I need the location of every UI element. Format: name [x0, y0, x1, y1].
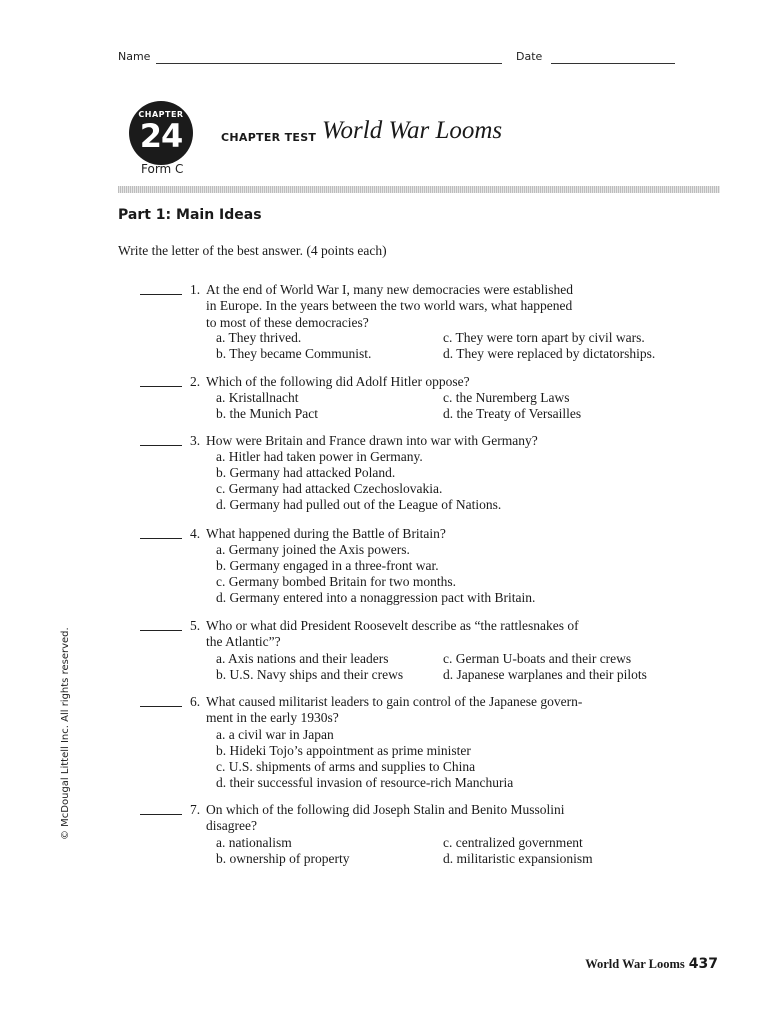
stem-line: in Europe. In the years between the two world wars, what happened [206, 298, 573, 314]
question-stem [206, 374, 626, 390]
option-c: c. centralized government [443, 835, 583, 850]
stem-line: Which of the following did Adolf Hitler oppose? [206, 374, 470, 389]
stem-line: disagree? [206, 818, 257, 834]
name-date-row [118, 50, 678, 66]
option-d: d. Japanese warplanes and their pilots [443, 667, 647, 682]
option-c: c. the Nuremberg Laws [443, 390, 570, 405]
stem-line: How were Britain and France drawn into war with Germany? [206, 433, 538, 448]
question-5 [140, 618, 700, 684]
question-1 [140, 282, 700, 364]
option-a: a. nationalism [216, 835, 292, 850]
stem-line: ment in the early 1930s? [206, 710, 339, 726]
question-number: 3. [190, 433, 201, 448]
question-2 [140, 374, 700, 424]
question-stem [206, 618, 626, 651]
date-label: Date [516, 50, 543, 63]
option-b: b. Germany had attacked Poland. [216, 465, 396, 480]
option-c: c. Germany bombed Britain for two months. [216, 574, 456, 589]
answer-blank[interactable] [140, 814, 182, 815]
stem-line: What happened during the Battle of Britain? [206, 526, 446, 541]
option-d: d. They were replaced by dictatorships. [443, 346, 656, 361]
option-c: c. Germany had attacked Czechoslovakia. [216, 481, 443, 496]
option-a: a. Axis nations and their leaders [216, 651, 389, 666]
option-c: c. German U-boats and their crews [443, 651, 632, 666]
option-b: b. Germany engaged in a three-front war. [216, 558, 439, 573]
question-4 [140, 526, 700, 608]
chapter-test-label: CHAPTER TEST [221, 131, 317, 144]
option-d: d. militaristic expansionism [443, 851, 593, 866]
option-d: d. Germany had pulled out of the League of Nations. [216, 497, 502, 512]
option-c: c. They were torn apart by civil wars. [443, 330, 645, 345]
stem-line: Who or what did President Roosevelt describe as “the rattlesnakes of [206, 618, 579, 633]
answer-blank[interactable] [140, 386, 182, 387]
date-field[interactable] [551, 63, 675, 64]
question-stem [206, 694, 626, 727]
option-c: c. U.S. shipments of arms and supplies to China [216, 759, 476, 774]
copyright-notice: © McDougal Littell Inc. All rights reserved. [60, 627, 71, 840]
option-d: d. their successful invasion of resource-rich Manchuria [216, 775, 514, 790]
stem-line: the Atlantic”? [206, 634, 281, 650]
form-label: Form C [141, 162, 184, 176]
divider-rule [118, 186, 720, 193]
page-footer [585, 956, 718, 972]
footer-title: World War Looms [585, 957, 685, 971]
answer-blank[interactable] [140, 445, 182, 446]
option-a: a. Kristallnacht [216, 390, 299, 405]
question-stem [206, 526, 626, 542]
answer-blank[interactable] [140, 706, 182, 707]
stem-line: What caused militarist leaders to gain control of the Japanese govern- [206, 694, 583, 709]
question-number: 4. [190, 526, 201, 541]
page-title: World War Looms [322, 117, 503, 144]
chapter-badge [129, 101, 193, 165]
stem-line: to most of these democracies? [206, 314, 369, 330]
option-d: d. Germany entered into a nonaggression pact with Britain. [216, 590, 536, 605]
page-number: 437 [688, 956, 718, 972]
instructions: Write the letter of the best answer. (4 points each) [118, 243, 387, 258]
stem-line: On which of the following did Joseph Stalin and Benito Mussolini [206, 802, 565, 817]
question-6 [140, 694, 700, 792]
question-number: 2. [190, 374, 201, 389]
name-field[interactable] [156, 63, 502, 64]
question-number: 1. [190, 282, 201, 297]
option-b: b. the Munich Pact [216, 406, 318, 421]
option-a: a. They thrived. [216, 330, 302, 345]
option-b: b. ownership of property [216, 851, 350, 866]
question-number: 7. [190, 802, 201, 817]
part-title: Part 1: Main Ideas [118, 207, 262, 223]
question-stem [206, 433, 626, 449]
option-d: d. the Treaty of Versailles [443, 406, 582, 421]
option-b: b. Hideki Tojo’s appointment as prime minister [216, 743, 471, 758]
chapter-label: CHAPTER [138, 110, 184, 119]
question-stem [206, 282, 626, 331]
option-a: a. Hitler had taken power in Germany. [216, 449, 423, 464]
question-3 [140, 433, 700, 515]
option-b: b. They became Communist. [216, 346, 372, 361]
question-7 [140, 802, 700, 868]
name-label: Name [118, 50, 151, 63]
question-stem [206, 802, 626, 835]
option-a: a. Germany joined the Axis powers. [216, 542, 410, 557]
answer-blank[interactable] [140, 630, 182, 631]
answer-blank[interactable] [140, 538, 182, 539]
question-number: 6. [190, 694, 201, 709]
option-b: b. U.S. Navy ships and their crews [216, 667, 404, 682]
chapter-number: 24 [139, 117, 183, 155]
stem-line: At the end of World War I, many new democracies were established [206, 282, 573, 297]
option-a: a. a civil war in Japan [216, 727, 334, 742]
answer-blank[interactable] [140, 294, 182, 295]
question-number: 5. [190, 618, 201, 633]
